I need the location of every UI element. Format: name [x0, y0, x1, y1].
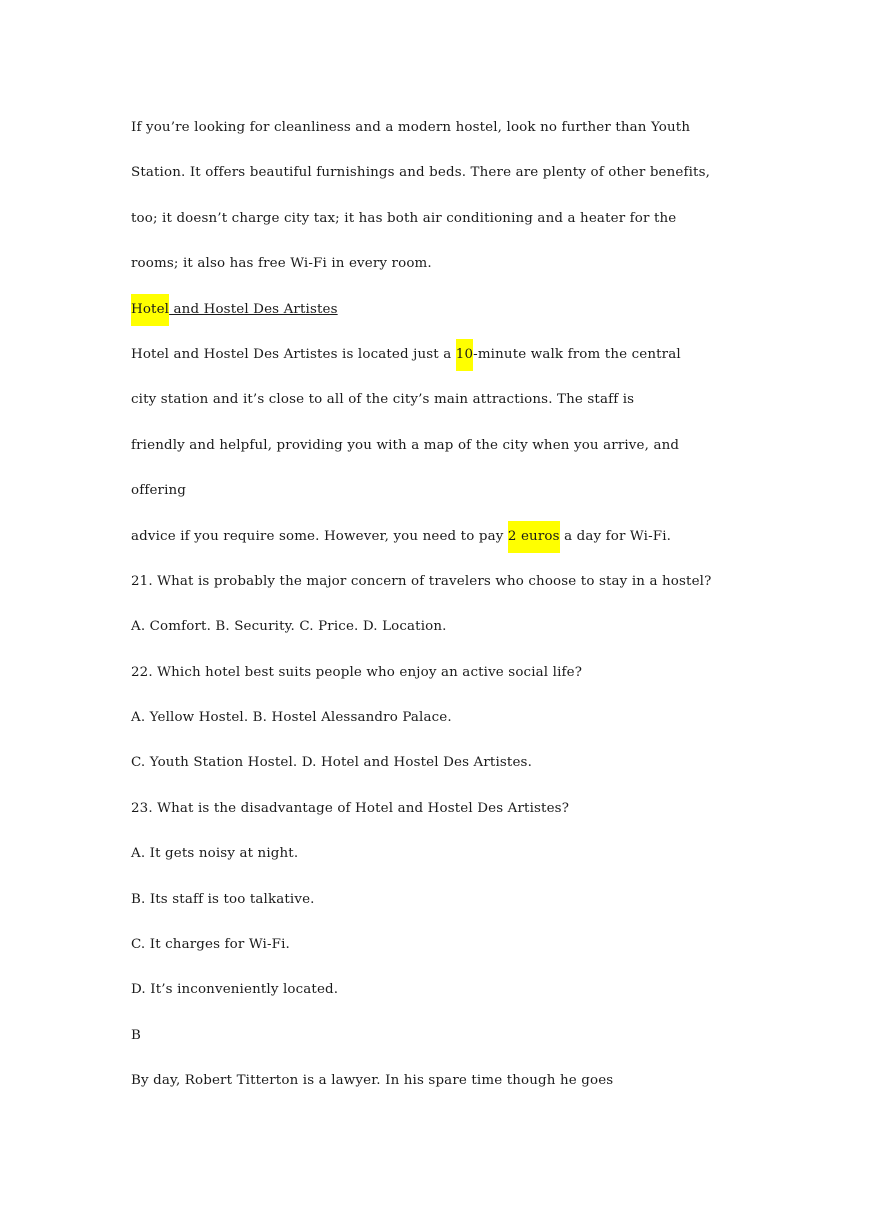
highlighted-text: 2 euros: [508, 521, 560, 553]
question-21-options: A. Comfort. B. Security. C. Price. D. Location.: [131, 619, 447, 635]
question-21: 21. What is probably the major concern of travelers who choose to stay in a hostel?: [131, 573, 712, 589]
paragraph-line: Station. It offers beautiful furnishings and beds. There are plenty of other benefits,: [131, 165, 711, 181]
paragraph-line: too; it doesn’t charge city tax; it has both air conditioning and a heater for the: [131, 210, 677, 226]
document-page: [131, 112, 751, 1111]
paragraph-line: If you’re looking for cleanliness and a modern hostel, look no further than Youth: [131, 120, 691, 135]
text-run: Hotel and Hostel Des Artistes is located just a: [131, 346, 456, 362]
text-run: -minute walk from the central: [473, 346, 681, 362]
highlighted-text: 10: [456, 339, 473, 371]
paragraph-line: rooms; it also has free Wi-Fi in every room.: [131, 256, 432, 272]
question-22-options: C. Youth Station Hostel. D. Hotel and Hostel Des Artistes.: [131, 755, 532, 771]
paragraph-line: [131, 339, 751, 384]
paragraph-line: offering: [131, 483, 187, 499]
section-label: B: [131, 1027, 142, 1043]
section-heading: [131, 294, 751, 339]
paragraph-line: [131, 521, 751, 566]
question-23-option-c: C. It charges for Wi-Fi.: [131, 937, 290, 953]
question-23: 23. What is the disadvantage of Hotel and Hostel Des Artistes?: [131, 800, 570, 816]
text-run: a day for Wi-Fi.: [559, 528, 672, 544]
question-22-options: A. Yellow Hostel. B. Hostel Alessandro Palace.: [131, 710, 452, 726]
question-23-option-a: A. It gets noisy at night.: [131, 846, 299, 862]
text-run: advice if you require some. However, you need to pay: [131, 528, 508, 544]
question-22: 22. Which hotel best suits people who enjoy an active social life?: [131, 664, 583, 680]
heading-text: and Hostel Des Artistes: [169, 301, 338, 317]
paragraph-line: city station and it’s close to all of the city’s main attractions. The staff is: [131, 392, 635, 408]
question-23-option-b: B. Its staff is too talkative.: [131, 891, 315, 907]
highlighted-text: Hotel: [131, 294, 169, 326]
paragraph-line: friendly and helpful, providing you with a map of the city when you arrive, and: [131, 437, 680, 453]
question-23-option-d: D. It’s inconveniently located.: [131, 982, 339, 998]
paragraph-line: By day, Robert Titterton is a lawyer. In his spare time though he goes: [131, 1073, 614, 1089]
